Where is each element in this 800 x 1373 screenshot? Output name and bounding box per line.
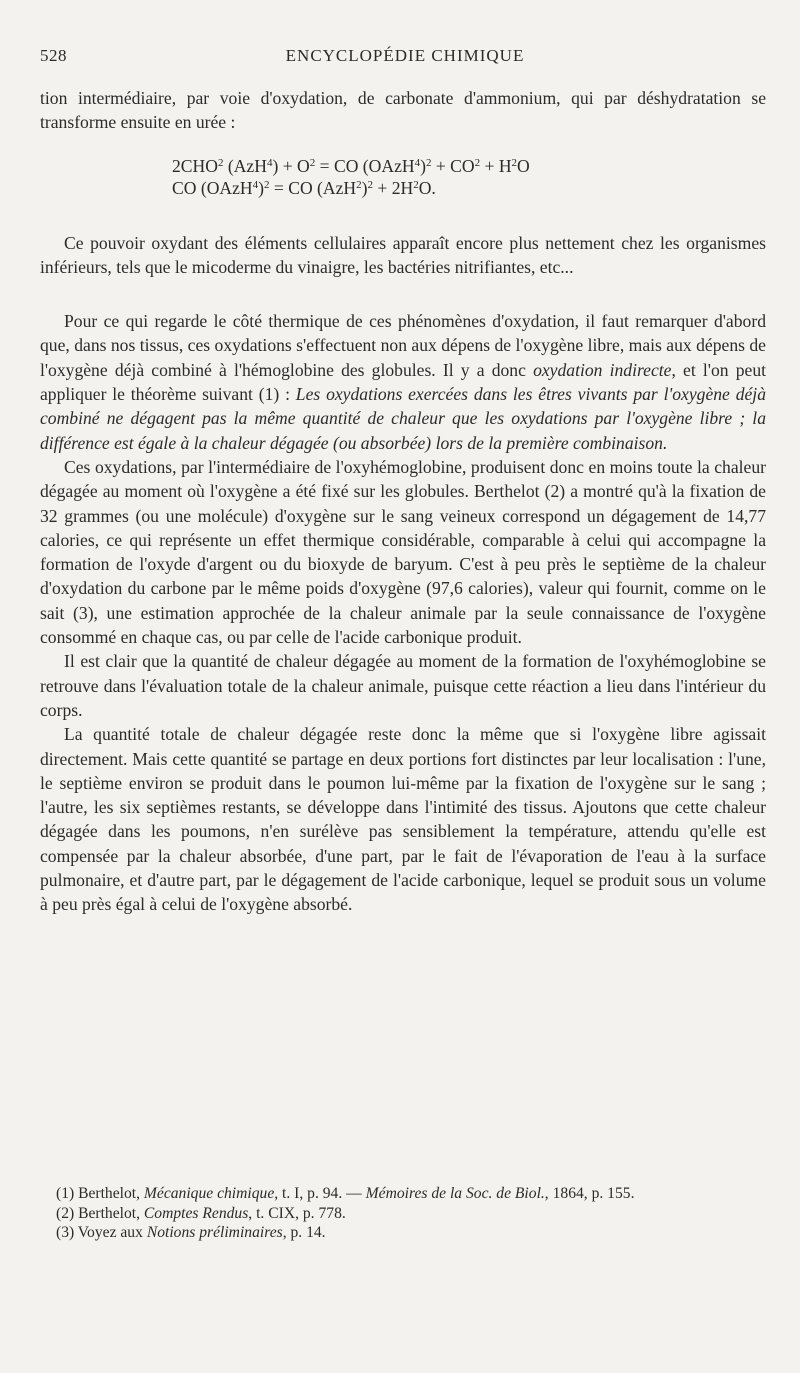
paragraph-oxyhemoglobin: Ces oxydations, par l'intermédiaire de l'oxyhémoglobine, produisent donc en moins toute la chaleur dégagée au moment où l'oxygène a été fixé sur les globules. Berthelot (2) a montré qu'à la fixation de 32 grammes (ou une molécule) d'oxygène sur le sang veineux correspond un dégagement de 14,77 calories, ce qui représente un effet thermique considérable, comparable à celui qui accompagne la formation de l'oxyde d'argent ou du bioxyde de baryum. C'est à peu près le septième de la chaleur d'oxydation du carbone par le même poids d'oxygène (97,6 calories), valeur qui fournit, comme on le sait (3), une estimation approchée de la chaleur animale par la seule connaissance de l'oxygène consommé en chaque cas, ou par celle de l'acide carbonique produit.	[40, 456, 766, 648]
main-text	[40, 86, 766, 917]
paragraph-oxidizing-power: Ce pouvoir oxydant des éléments cellulaires apparaît encore plus nettement chez les organismes inférieurs, tels que le micoderme du vinaigre, les bactéries nitrifiantes, etc...	[40, 232, 766, 277]
page-number: 528	[40, 46, 67, 65]
footnote-1: (1) Berthelot, Mécanique chimique, t. I, p. 94. — Mémoires de la Soc. de Biol., 1864, p. 155.	[56, 1185, 635, 1202]
page-header	[40, 46, 770, 70]
chemical-equation-2: CO (OAzH$^4$)$^2$ = CO $(AzH^2)^2 + 2H^2O$.	[172, 177, 436, 198]
paragraph-heat-evaluation: Il est clair que la quantité de chaleur dégagée au moment de la formation de l'oxyhémoglobine se retrouve dans l'évaluation totale de la chaleur animale, puisque cette réaction a lieu dans l'intérieur du corps.	[40, 651, 766, 720]
footnote-2: (2) Berthelot, Comptes Rendus, t. CIX, p. 778.	[56, 1204, 346, 1222]
paragraph-continuation: tion intermédiaire, par voie d'oxydation, de carbonate d'ammonium, qui par déshydratation se transforme ensuite en urée :	[40, 88, 766, 133]
paragraph-heat-distribution: La quantité totale de chaleur dégagée reste donc la même que si l'oxygène libre agissait directement. Mais cette quantité se partage en deux portions fort distinctes par leur localisation : l'une, le septième environ se produit dans le poumon lui-même par la fixation de l'oxygène sur le sang ; l'autre, les six septièmes restants, se développe dans l'intimité des tissus. Ajoutons que cette chaleur dégagée dans les poumons, n'en surélève pas sensiblement la température, attendu qu'elle est compensée par la chaleur absorbée, d'une part, par le fait de l'évaporation de l'eau à la surface pulmonaire, et d'autre part, par le dégagement de l'acide carbonique, lequel se produit sous un volume à peu près égal à celui de l'oxygène absorbé.	[40, 724, 766, 915]
running-title: ENCYCLOPÉDIE CHIMIQUE	[285, 46, 525, 65]
paragraph-thermal-side: Pour ce qui regarde le côté thermique de ces phénomènes d'oxydation, il faut remarquer d'abord que, dans nos tissus, ces oxydations s'effectuent non aux dépens de l'oxygène libre, mais aux dépens de l'oxygène déjà combiné à l'hémoglobine des globules. Il y a donc oxydation indirecte, et l'on peut appliquer le théorème suivant (1) : Les oxydations exercées dans les êtres vivants par l'oxygène déjà combiné ne dégagent pas la même quantité de chaleur que les oxydations par l'oxygène libre ; la différence est égale à la chaleur dégagée (ou absorbée) lors de la première combinaison.	[40, 311, 767, 453]
footnote-3: (3) Voyez aux Notions préliminaires, p. 14.	[56, 1224, 326, 1241]
footnotes	[40, 1184, 766, 1243]
chemical-equation-1: 2CHO$^2$ $(AzH^4) + O^2$ = CO (OAzH$^4$)$^2$ + $CO^2 + H^2O$	[172, 155, 530, 176]
